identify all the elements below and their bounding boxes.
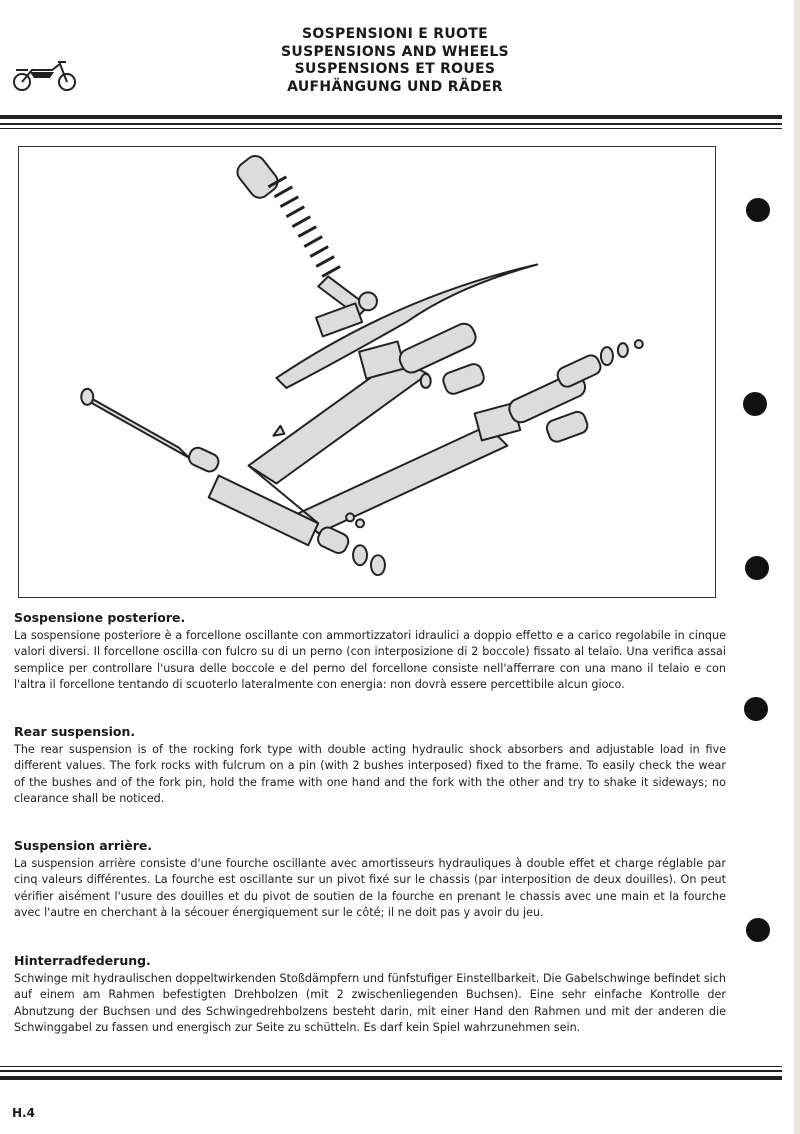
header-rule-thin [0,123,782,125]
margin-dot-3 [745,556,769,580]
margin-dot-1 [746,198,770,222]
section-title: Sospensione posteriore. [14,610,186,625]
header-rule-thin-2 [0,128,782,129]
header-rule-thick [0,115,782,119]
section-body: La suspension arrière consiste d'une fourche oscillante avec amortisseurs hydrauliques à double effet et charge réglable par cinq valeurs différentes. La fourche est oscillante sur un pivot fixé sur le chassis (par interposition de deux douilles). On peut vérifier aisément l'usure des douilles et du pivot de soutien de la fourche en prenant le chassis avec une main et la fourche avec l'autre en cherchant à la sécouer énergiquement sur le côté; il ne doit pas y avoir du jeu. [14,857,726,920]
shock-absorber-illustration [233,152,376,316]
section-german [14,953,726,1037]
section-title: Hinterradfederung. [14,953,151,968]
section-french [14,838,726,922]
page-edge-shadow [794,0,800,1134]
margin-dot-4 [744,697,768,721]
section-title: Suspension arrière. [14,838,153,853]
section-english [14,724,726,808]
swingarm-left-tube [249,358,428,483]
margin-dot-5 [746,918,770,942]
page-header-titles [230,26,560,96]
header-title-en: SUSPENSIONS AND WHEELS [281,43,509,60]
swingarm-figure [18,146,716,598]
margin-dot-2 [743,392,767,416]
pivot-pin-illustration [83,394,189,458]
section-body: The rear suspension is of the rocking fork type with double acting hydraulic shock absorbers and adjustable load in five different values. The fork rocks with fulcrum on a pin (with 2 bushes interposed) fixed to the frame. To easily check the wear of the bushes and of the fork pin, hold the frame with one hand and the fork with the other and try to shake it sideways; no clearance shall be noticed. [14,743,726,806]
footer-rule-thin [0,1066,782,1067]
header-title-it: SOSPENSIONI E RUOTE [302,26,488,42]
swingarm-exploded-diagram [19,147,715,597]
motorcycle-icon [12,58,78,92]
footer-rule-thin-2 [0,1070,782,1072]
header-title-fr: SUSPENSIONS ET ROUES [294,61,496,77]
footer-rule-thick [0,1076,782,1080]
section-body: Schwinge mit hydraulischen doppeltwirkenden Stoßdämpfern und fünfstufiger Einstellbarkeit. Die Gabelschwinge befindet sich auf einem am Rahmen befestigten Drehbolzen (mit 2 zwischenliegenden Buchsen). Eine sehr einfache Kontrolle der Abnutzung der Buchsen und des Schwingedrehbolzens besteht darin, mit einer Hand den Rahmen und mit der anderen die Schwinggabel zu fassen und energisch zur Seite zu schütteln. Es darf kein Spiel wahrzunehmen sein. [14,972,726,1035]
section-title: Rear suspension. [14,724,136,739]
page-number: H.4 [12,1106,35,1120]
section-body: La sospensione posteriore è a forcellone oscillante con ammortizzatori idraulici a doppio effetto e a carico regolabile in cinque valori diversi. Il forcellone oscilla con fulcro su di un perno (con interposizione di 2 boccole) fissato al telaio. Una verifica assai semplice per controllare l'usura delle boccole e del perno del forcellone consiste nell'afferrare con una mano il telaio e con l'altra il forcellone tentando di scuoterlo lateralmente con energia: non dovrà essere percettibile alcun gioco. [14,629,726,692]
header-title-de: AUFHÄNGUNG UND RÄDER [287,78,503,95]
section-italian [14,610,726,694]
